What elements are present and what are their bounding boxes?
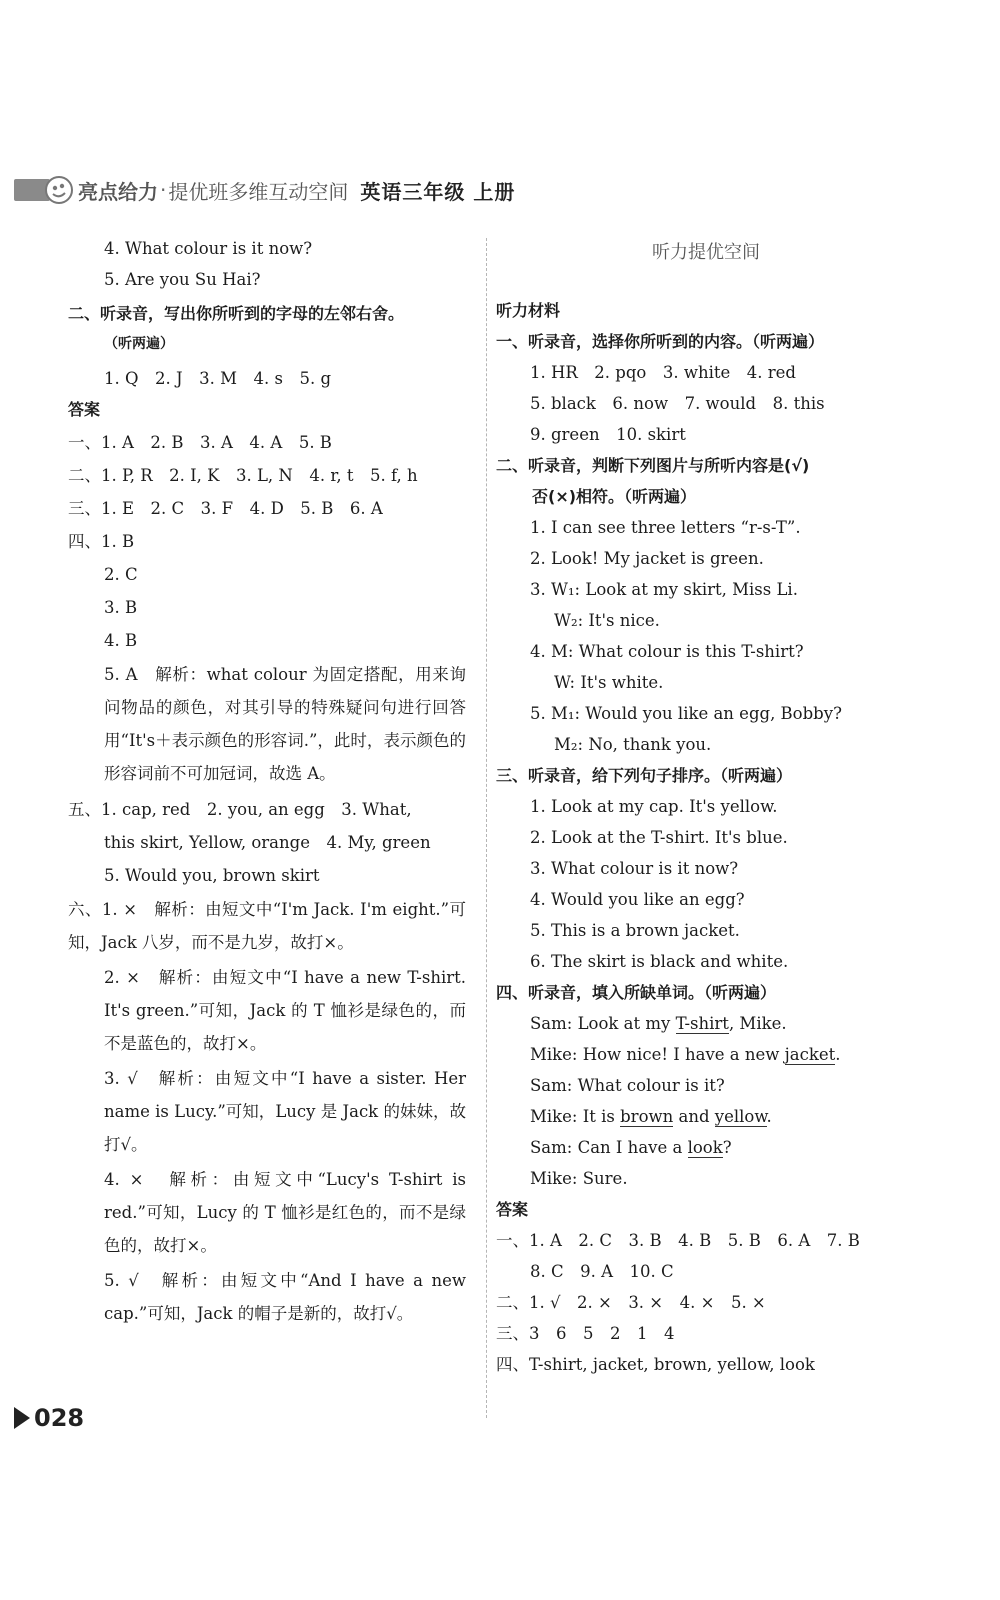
dialogue-text: .	[835, 1045, 841, 1064]
answer-line: 四、1. B	[68, 532, 135, 551]
dialogue-text: Mike: How nice! I have a new	[530, 1045, 785, 1064]
script-line: 4. M: What colour is this T-shirt?	[530, 642, 804, 661]
script-line: W: It's white.	[554, 673, 664, 692]
question-line: 5. Are you Su Hai?	[104, 270, 261, 289]
filled-blank: yellow	[714, 1107, 767, 1126]
word-items: 1. HR 2. pqo 3. white 4. red	[530, 363, 796, 382]
page-number-text: 028	[34, 1404, 85, 1432]
material-title: 听力材料	[496, 301, 561, 320]
dialogue-line	[496, 1101, 896, 1132]
script-line: M₂: No, thank you.	[554, 735, 712, 754]
answer-explanation: 六、1. × 解析：由短文中“I'm Jack. I'm eight.”可知，Jack 八岁，而不是九岁，故打×。	[68, 900, 466, 952]
dialogue-line	[496, 1008, 896, 1039]
script-line: 4. Would you like an egg?	[530, 890, 745, 909]
dialogue-text: Sam: Look at my	[530, 1014, 676, 1033]
answer-explanation: 4. × 解析：由短文中“Lucy's T-shirt is red.”可知，Lucy 的 T 恤衫是红色的，而不是绿色的，故打×。	[104, 1170, 466, 1255]
answer-line: 三、3 6 5 2 1 4	[496, 1324, 675, 1343]
answer-explanation: 3. √ 解析：由短文中“I have a sister. Her name is Lucy.”可知，Lucy 是 Jack 的妹妹，故打√。	[104, 1069, 466, 1154]
dialogue-line	[496, 1132, 896, 1163]
header-subtitle: 提优班多维互动空间	[168, 179, 349, 204]
script-line: 1. Look at my cap. It's yellow.	[530, 797, 778, 816]
right-column	[496, 233, 896, 1380]
section-heading: 一、听录音，选择你所听到的内容。（听两遍）	[496, 332, 825, 351]
script-line: 6. The skirt is black and white.	[530, 952, 789, 971]
answer-line: 一、1. A 2. C 3. B 4. B 5. B 6. A 7. B	[496, 1231, 860, 1250]
script-line: 2. Look! My jacket is green.	[530, 549, 764, 568]
script-line: 2. Look at the T-shirt. It's blue.	[530, 828, 788, 847]
answer-title: 答案	[68, 400, 101, 419]
answer-line: 三、1. E 2. C 3. F 4. D 5. B 6. A	[68, 499, 383, 518]
header-brand: 亮点给力	[78, 179, 158, 204]
filled-blank: brown	[620, 1107, 674, 1126]
answer-explanation: 2. × 解析：由短文中“I have a new T-shirt. It's green.”可知，Jack 的 T 恤衫是绿色的，而不是蓝色的，故打×。	[104, 968, 466, 1053]
answer-explanation: 5. √ 解析：由短文中“And I have a new cap.”可知，Jack 的帽子是新的，故打√。	[104, 1271, 466, 1323]
dialogue-line	[496, 1039, 896, 1070]
dialogue-text: , Mike.	[728, 1014, 787, 1033]
brand-logo-icon	[44, 175, 74, 205]
section-heading-note: （听两遍）	[104, 336, 174, 352]
page-header	[14, 168, 515, 212]
answer-line: 5. Would you, brown skirt	[104, 866, 320, 885]
filled-blank: jacket	[784, 1045, 836, 1064]
dialogue-text: and	[673, 1107, 715, 1126]
dialogue-text: Sam: Can I have a	[530, 1138, 688, 1157]
header-dot: ·	[160, 178, 167, 202]
dialogue-text: .	[766, 1107, 772, 1126]
page-arrow-icon	[14, 1407, 30, 1429]
section-heading: 四、听录音，填入所缺单词。（听两遍）	[496, 983, 777, 1002]
filled-blank: T-shirt	[675, 1014, 729, 1033]
script-line: 3. What colour is it now?	[530, 859, 739, 878]
page-number	[14, 1404, 84, 1432]
script-line: 1. I can see three letters “r-s-T”.	[530, 518, 801, 537]
answer-line: 五、1. cap, red 2. you, an egg 3. What,	[68, 800, 412, 819]
answer-line: 四、T-shirt, jacket, brown, yellow, look	[496, 1355, 815, 1374]
dialogue-line: Mike: Sure.	[530, 1169, 628, 1188]
answer-line: this skirt, Yellow, orange 4. My, green	[104, 833, 431, 852]
section-heading: 二、听录音，判断下列图片与所听内容是(√)	[496, 456, 810, 475]
dialogue-text: Mike: It is	[530, 1107, 621, 1126]
answer-line: 2. C	[104, 565, 138, 584]
dialogue-line: Sam: What colour is it?	[530, 1076, 725, 1095]
script-line: W₂: It's nice.	[554, 611, 660, 630]
header-book-title: 英语三年级 上册	[360, 179, 516, 204]
listening-section-title: 听力提优空间	[652, 242, 760, 263]
answer-line: 8. C 9. A 10. C	[530, 1262, 674, 1281]
filled-blank: look	[687, 1138, 723, 1157]
answer-explanation: 5. A 解析：what colour 为固定搭配，用来询问物品的颜色，对其引导的特殊疑问句进行回答用“It's＋表示颜色的形容词.”，此时，表示颜色的形容词前不可加冠词，故选 A。	[104, 665, 466, 783]
section-heading: 否(×)相符。（听两遍）	[532, 487, 697, 506]
left-column	[68, 233, 466, 1330]
script-line: 3. W₁: Look at my skirt, Miss Li.	[530, 580, 798, 599]
answer-line: 一、1. A 2. B 3. A 4. A 5. B	[68, 433, 332, 452]
answer-line: 二、1. P, R 2. I, K 3. L, N 4. r, t 5. f, h	[68, 466, 418, 485]
word-items: 5. black 6. now 7. would 8. this	[530, 394, 825, 413]
word-items: 9. green 10. skirt	[530, 425, 686, 444]
letter-items: 1. Q 2. J 3. M 4. s 5. g	[104, 369, 332, 388]
script-line: 5. This is a brown jacket.	[530, 921, 740, 940]
answer-title: 答案	[496, 1200, 529, 1219]
section-heading: 三、听录音，给下列句子排序。（听两遍）	[496, 766, 793, 785]
answer-line: 4. B	[104, 631, 138, 650]
answer-line: 二、1. √ 2. × 3. × 4. × 5. ×	[496, 1293, 766, 1312]
column-divider	[486, 238, 487, 1418]
question-line: 4. What colour is it now?	[104, 239, 313, 258]
script-line: 5. M₁: Would you like an egg, Bobby?	[530, 704, 842, 723]
dialogue-text: ?	[722, 1138, 732, 1157]
section-heading: 二、听录音，写出你所听到的字母的左邻右舍。	[68, 304, 405, 323]
answer-line: 3. B	[104, 598, 138, 617]
